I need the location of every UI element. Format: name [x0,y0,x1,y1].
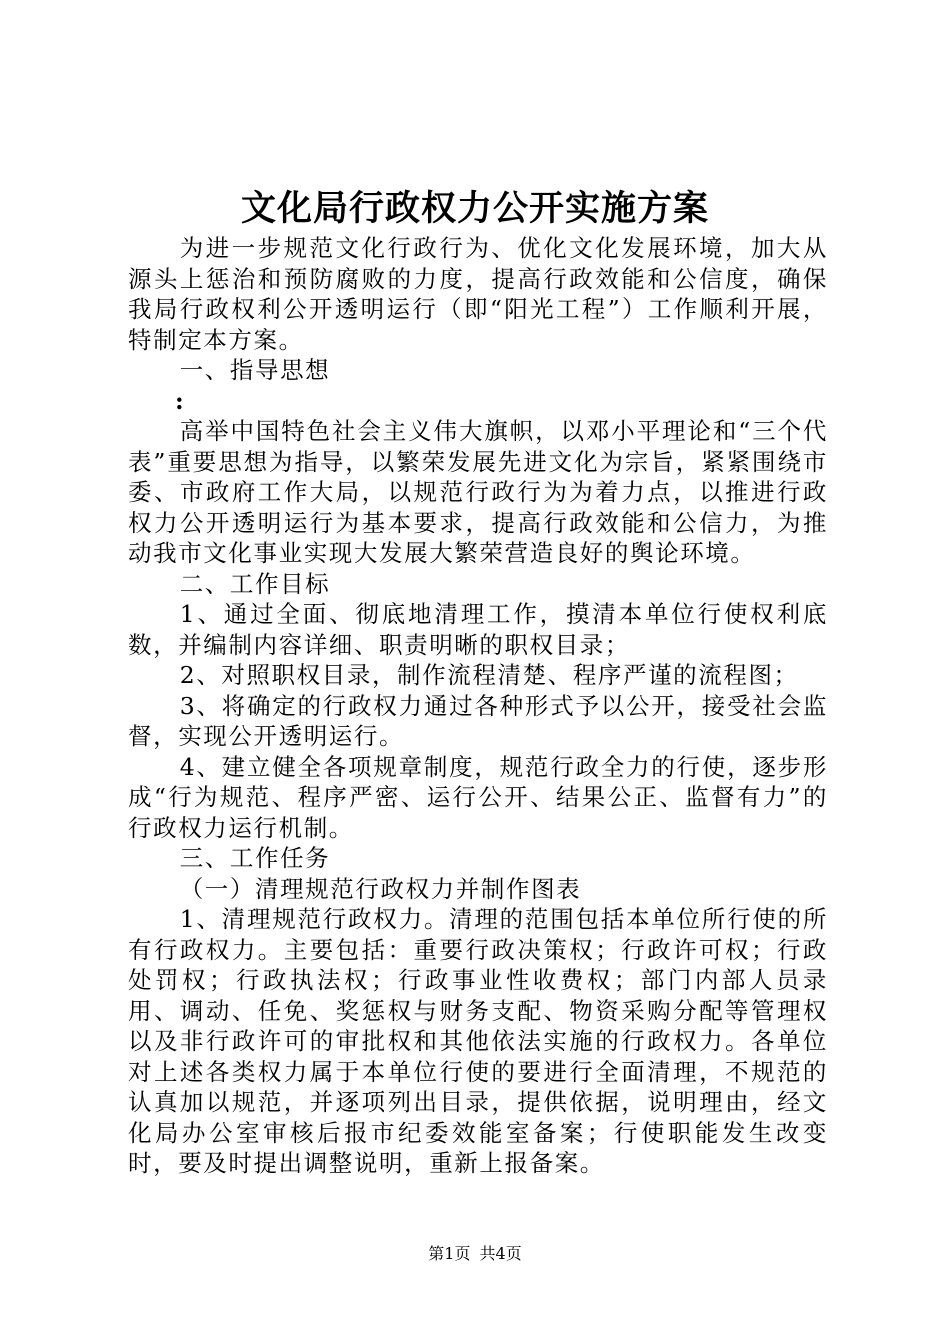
intro-paragraph: 为进一步规范文化行政行为、优化文化发展环境，加大从源头上惩治和预防腐败的力度，提高行政效能和公信度，确保我局行政权利公开透明运行（即“阳光工程”）工作顺利开展，特制定本方案。 [128,234,828,354]
section-heading-work-tasks: 三、工作任务 [179,844,331,872]
goal-item-1: 1、通过全面、彻底地清理工作，摸清本单位行使权利底数，并编制内容详细、职责明晰的职权目录； [128,600,828,659]
document-title: 文化局行政权力公开实施方案 [240,188,709,229]
goal-item-2: 2、对照职权目录，制作流程清楚、程序严谨的流程图； [179,661,799,689]
task-item-1: 1、清理规范行政权力。清理的范围包括本单位所行使的所有行政权力。主要包括：重要行政决策权；行政许可权；行政处罚权；行政执法权；行政事业性收费权；部门内部人员录用、调动、任免、奖惩权与财务支配、物资采购分配等管理权以及非行政许可的审批权和其他依法实施的行政权力。各单位对上述各类权力属于本单位行使的要进行全面清理，不规范的认真加以规范，并逐项列出目录，提供依据，说明理由，经文化局办公室审核后报市纪委效能室备案；行使职能发生改变时，要及时提出调整说明，重新上报备案。 [128,905,828,1177]
page-number-footer: 第1页 共4页 [428,1244,522,1263]
goal-item-4: 4、建立健全各项规章制度，规范行政全力的行使，逐步形成“行为规范、程序严密、运行公开、结果公正、监督有力”的行政权力运行机制。 [128,752,828,842]
goal-item-3: 3、将确定的行政权力通过各种形式予以公开，接受社会监督，实现公开透明运行。 [128,691,828,750]
document-body [128,233,828,1179]
section-heading-guiding-thought: 一、指导思想 [179,356,331,384]
colon-line: : [175,386,186,415]
section-heading-work-goals: 二、工作目标 [179,569,331,598]
subsection-heading-1: （一）清理规范行政权力并制作图表 [179,874,582,903]
guiding-thought-paragraph: 高举中国特色社会主义伟大旗帜，以邓小平理论和“三个代表”重要思想为指导，以繁荣发展先进文化为宗旨，紧紧围绕市委、市政府工作大局，以规范行政行为为着力点，以推进行政权力公开透明运行为基本要求，提高行政效能和公信力，为推动我市文化事业实现大发展大繁荣营造良好的舆论环境。 [128,417,828,567]
